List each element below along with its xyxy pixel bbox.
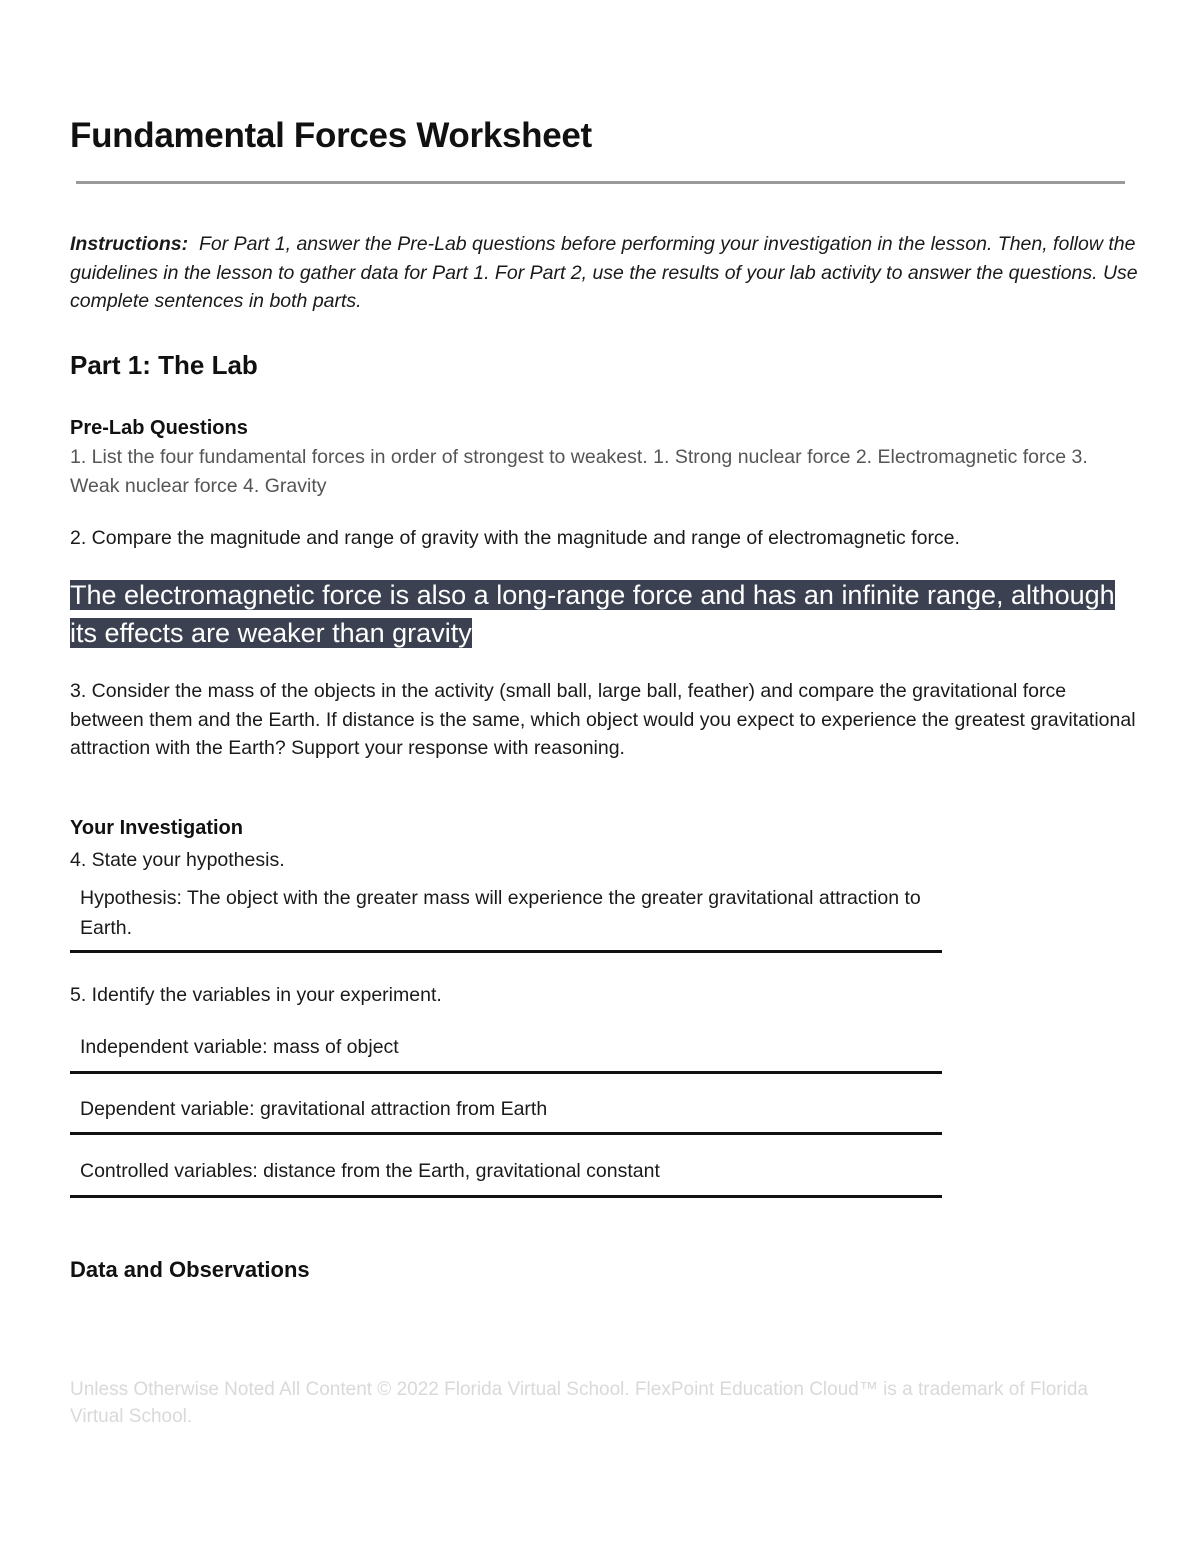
dependent-variable-box[interactable] [70, 1095, 942, 1135]
investigation-heading: Your Investigation [70, 817, 243, 839]
instructions-text: For Part 1, answer the Pre-Lab questions before performing your investigation in the lesson. Then, follow the guidelines in the lesson to gather data for Part 1. For Part 2, use the results of your lab activity to answer the questions. Use complete sentences in both parts. [70, 233, 1138, 312]
hypothesis-answer: Hypothesis: The object with the greater mass will experience the greater gravitational attraction to Earth. [80, 887, 921, 939]
question-1: 1. List the four fundamental forces in order of strongest to weakest. 1. Strong nuclear force 2. Electromagnetic force 3. Weak nuclear force 4. Gravity [70, 446, 1088, 497]
controlled-variables: Controlled variables: distance from the Earth, gravitational constant [80, 1160, 660, 1182]
instructions-label: Instructions: [70, 233, 189, 255]
data-observations-heading: Data and Observations [70, 1257, 310, 1282]
question-5: 5. Identify the variables in your experiment. [70, 984, 442, 1006]
part1-heading: Part 1: The Lab [70, 350, 258, 380]
question-3: 3. Consider the mass of the objects in the activity (small ball, large ball, feather) and compare the gravitational force between them and the Earth. If distance is the same, which object would you expect to experience the greatest gravitational attraction with the Earth? Support your response with reasoning. [70, 680, 1136, 759]
instructions-paragraph [70, 230, 1140, 316]
hypothesis-answer-box[interactable] [70, 884, 942, 953]
controlled-variables-box[interactable] [70, 1157, 942, 1198]
independent-variable-box[interactable] [70, 1033, 942, 1074]
question-2-answer-highlighted [70, 576, 1130, 652]
copyright-footer: Unless Otherwise Noted All Content © 2022 Florida Virtual School. FlexPoint Education Cloud™ is a trademark of Florida Virtual School. [70, 1379, 1088, 1427]
title-divider [76, 181, 1125, 184]
independent-variable: Independent variable: mass of object [80, 1036, 399, 1058]
prelab-heading: Pre-Lab Questions [70, 417, 248, 439]
dependent-variable: Dependent variable: gravitational attraction from Earth [80, 1098, 548, 1120]
question-4: 4. State your hypothesis. [70, 849, 285, 871]
page-title: Fundamental Forces Worksheet [70, 116, 592, 155]
question-2: 2. Compare the magnitude and range of gravity with the magnitude and range of electromagnetic force. [70, 527, 960, 549]
highlighted-text: The electromagnetic force is also a long-range force and has an infinite range, although its effects are weaker than gravity [70, 580, 1115, 648]
